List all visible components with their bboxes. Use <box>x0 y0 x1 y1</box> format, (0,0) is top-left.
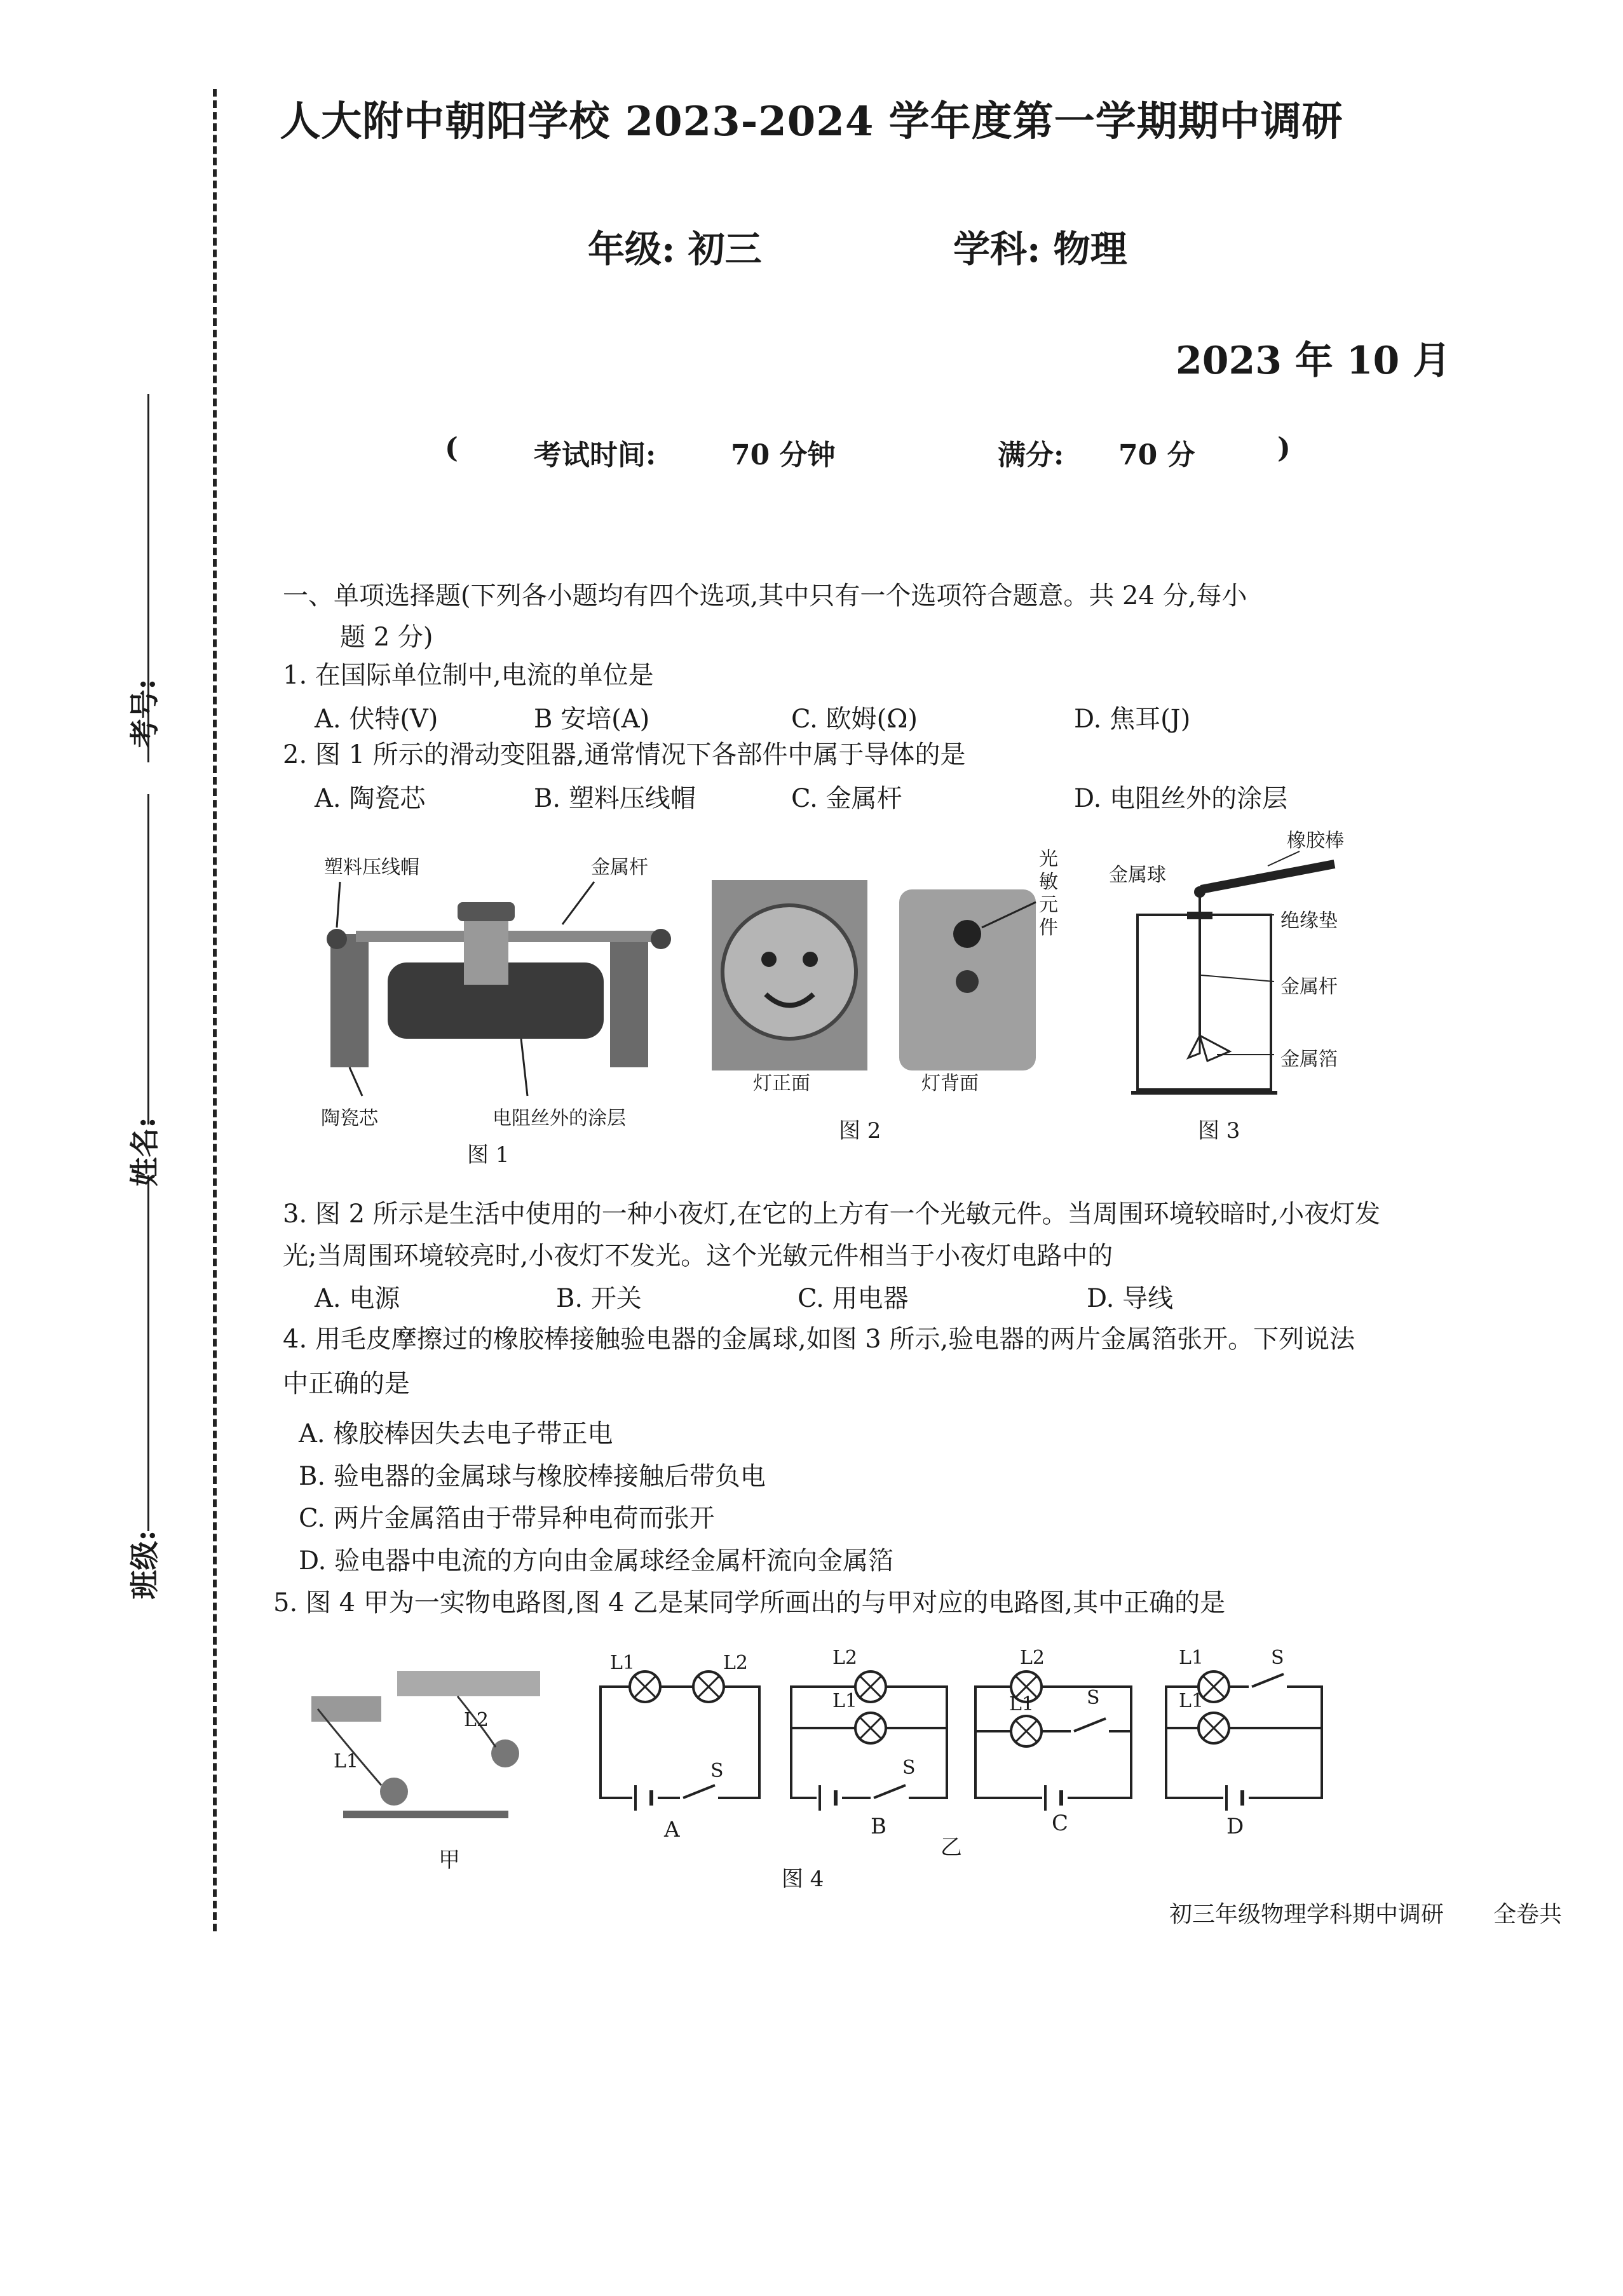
fig2-back-label: 灯背面 <box>921 1072 979 1095</box>
circuit-b <box>791 1671 947 1811</box>
fig3-label-pad: 绝缘垫 <box>1280 910 1338 932</box>
q3-stem-cont: 光;当周围环境较亮时,小夜灯不发光。这个光敏元件相当于小夜灯电路中的 <box>283 1241 1113 1271</box>
class-blank <box>147 1175 149 1531</box>
real-battery <box>311 1696 381 1722</box>
circuit-c <box>975 1671 1131 1811</box>
exam-date: 2023 年 10 月 <box>1176 339 1451 383</box>
circuit-a-letter: A <box>664 1817 680 1842</box>
rheostat-slider-cap <box>458 902 515 921</box>
circuit-c-l2-label: L2 <box>1020 1647 1045 1669</box>
circuit-a-l1-label: L1 <box>610 1652 635 1674</box>
exam-title: 人大附中朝阳学校 2023-2024 学年度第一学期期中调研 <box>280 98 1343 145</box>
real-lamp-2 <box>491 1739 519 1767</box>
fig1-label-coating: 电阻丝外的涂层 <box>492 1107 626 1130</box>
fig3-label-stem: 金属杆 <box>1280 976 1338 998</box>
rheostat-left-end <box>330 934 369 1067</box>
lamp-front-face <box>723 905 856 1039</box>
binding-line <box>213 89 217 1931</box>
figure-4-real-circuit <box>305 1658 572 1830</box>
q2-option-a: A. 陶瓷芯 <box>315 784 426 813</box>
circuit-a <box>601 1671 759 1811</box>
score-value: 70 分 <box>1118 439 1195 471</box>
footer-total: 全卷共 <box>1493 1901 1563 1928</box>
score-label: 满分: <box>998 439 1064 471</box>
q4-stem-cont: 中正确的是 <box>283 1369 410 1398</box>
section-heading: 一、单项选择题(下列各小题均有四个选项,其中只有一个选项符合题意。共 24 分,每小 <box>283 581 1247 611</box>
electroscope-jar <box>1137 915 1271 1090</box>
real-lamp-1 <box>380 1778 408 1806</box>
name-blank <box>147 794 149 1124</box>
rheostat-terminal-right <box>651 929 671 949</box>
q1-option-c: C. 欧姆(Ω) <box>791 705 918 734</box>
fig2-sensor-label: 光敏元件 <box>1039 848 1058 939</box>
q4-option-a: A. 橡胶棒因失去电子带正电 <box>299 1419 613 1449</box>
figure-1-rheostat <box>311 845 705 1137</box>
circuit-a-s-label: S <box>710 1760 724 1782</box>
label-pointer-cap <box>337 882 340 928</box>
fig3-caption: 图 3 <box>1198 1118 1240 1144</box>
q1-option-d: D. 焦耳(J) <box>1074 705 1191 734</box>
fig4-caption: 图 4 <box>782 1867 824 1892</box>
fig1-label-rod: 金属杆 <box>591 856 648 879</box>
lamp-right-eye <box>803 952 818 967</box>
rheostat-terminal-cap <box>327 929 347 949</box>
figure-4-circuit-diagrams <box>572 1652 1512 1817</box>
real-battery-box <box>397 1671 540 1696</box>
q4-stem: 4. 用毛皮摩擦过的橡胶棒接触验电器的金属球,如图 3 所示,验电器的两片金属箔张开。下列说法 <box>283 1325 1355 1354</box>
q4-option-d: D. 验电器中电流的方向由金属球经金属杆流向金属箔 <box>299 1546 894 1576</box>
foil-right <box>1200 1036 1230 1061</box>
label-pointer-core <box>350 1067 362 1096</box>
circuit-c-letter: C <box>1052 1811 1069 1836</box>
q2-option-c: C. 金属杆 <box>791 784 902 813</box>
q1-option-b: B 安培(A) <box>534 705 650 734</box>
time-label: 考试时间: <box>534 439 656 471</box>
name-label: 姓名: <box>127 1117 162 1187</box>
fig1-caption: 图 1 <box>467 1142 510 1168</box>
q1-option-a: A. 伏特(V) <box>315 705 438 734</box>
q4-option-c: C. 两片金属箔由于带异种电荷而张开 <box>299 1504 715 1533</box>
circuit-c-l1-label: L1 <box>1009 1693 1035 1715</box>
paren-close: ) <box>1277 432 1291 464</box>
subject-label: 学科: 物理 <box>953 227 1127 271</box>
q2-option-d: D. 电阻丝外的涂层 <box>1074 784 1288 813</box>
label-pointer-coating <box>521 1039 527 1096</box>
grade-label: 年级: 初三 <box>588 227 762 271</box>
circuit-d-letter: D <box>1226 1814 1244 1839</box>
circuit-b-l1-label: L1 <box>832 1690 858 1712</box>
q4-option-b: B. 验电器的金属球与橡胶棒接触后带负电 <box>299 1462 766 1491</box>
light-sensor-icon <box>953 920 981 948</box>
section-heading-cont: 题 2 分) <box>340 623 433 652</box>
foil-left <box>1188 1036 1200 1058</box>
q2-option-b: B. 塑料压线帽 <box>534 784 696 813</box>
fig4-real-l1: L1 <box>334 1750 359 1773</box>
circuit-d-l1-bottom-label: L1 <box>1179 1690 1204 1712</box>
q3-option-a: A. 电源 <box>315 1284 400 1313</box>
fig3-label-rod: 橡胶棒 <box>1287 830 1344 852</box>
paren-open: ( <box>445 432 458 464</box>
pointer-stem <box>1201 975 1274 982</box>
fig3-label-foil: 金属箔 <box>1280 1048 1338 1070</box>
rheostat-right-end <box>610 940 648 1067</box>
circuit-d-s-label: S <box>1271 1647 1284 1669</box>
q5-stem: 5. 图 4 甲为一实物电路图,图 4 乙是某同学所画出的与甲对应的电路图,其中正确的是 <box>273 1588 1226 1617</box>
fig3-label-ball: 金属球 <box>1109 864 1166 886</box>
label-pointer-rod <box>562 882 594 924</box>
rubber-rod <box>1201 864 1334 889</box>
fig2-front-label: 灯正面 <box>753 1072 810 1095</box>
circuit-d-l1-top-label: L1 <box>1179 1647 1204 1669</box>
class-label: 班级: <box>127 1530 162 1600</box>
lamp-back-plug <box>956 970 979 993</box>
fig1-label-core: 陶瓷芯 <box>321 1107 378 1130</box>
rheostat-slider <box>464 915 508 985</box>
time-value: 70 分钟 <box>731 439 836 471</box>
circuit-b-s-label: S <box>902 1757 916 1779</box>
circuit-b-l2-label: L2 <box>832 1647 858 1669</box>
circuit-a-l2-label: L2 <box>723 1652 749 1674</box>
fig4-part-yi: 乙 <box>941 1835 962 1860</box>
q3-stem: 3. 图 2 所示是生活中使用的一种小夜灯,在它的上方有一个光敏元件。当周围环境较暗时,小夜灯发 <box>283 1199 1381 1229</box>
circuit-b-letter: B <box>871 1814 886 1839</box>
q3-option-d: D. 导线 <box>1087 1284 1174 1313</box>
lamp-left-eye <box>761 952 777 967</box>
exam-no-label: 考号: <box>127 679 162 748</box>
q3-option-c: C. 用电器 <box>798 1284 909 1313</box>
q2-stem: 2. 图 1 所示的滑动变阻器,通常情况下各部件中属于导体的是 <box>283 740 966 769</box>
pointer-rod <box>1268 851 1300 866</box>
q1-stem: 1. 在国际单位制中,电流的单位是 <box>283 661 654 690</box>
fig4-real-l2: L2 <box>464 1709 489 1731</box>
fig1-label-cap: 塑料压线帽 <box>324 856 419 879</box>
figure-2-night-lamp <box>705 877 1061 1080</box>
footer-text: 初三年级物理学科期中调研 <box>1169 1901 1444 1928</box>
real-board <box>343 1811 508 1818</box>
fig2-caption: 图 2 <box>839 1118 881 1144</box>
fig4-part-jia: 甲 <box>438 1847 460 1873</box>
circuit-c-s-label: S <box>1087 1687 1100 1709</box>
q3-option-b: B. 开关 <box>556 1284 642 1313</box>
